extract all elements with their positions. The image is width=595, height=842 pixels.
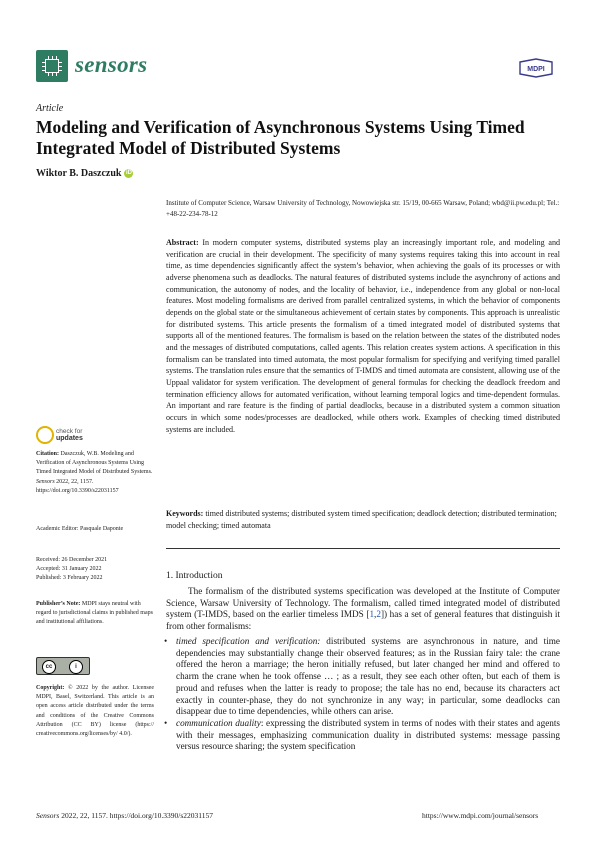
citation-text: Daszczuk, W.B. Modeling and Verification of Asynchronous Systems Using Timed Integrated Model of Distributed Systems. bbox=[36, 451, 153, 476]
intro-paragraph bbox=[166, 586, 560, 633]
check-updates-line1: check for bbox=[56, 428, 83, 435]
bullet-term: communication duality bbox=[176, 717, 261, 728]
article-title: Modeling and Verification of Asynchronous Systems Using Timed Integrated Model of Distributed Systems bbox=[36, 117, 525, 158]
cc-by-license-icon[interactable] bbox=[36, 657, 90, 675]
citation-link-1[interactable]: 1 bbox=[369, 609, 375, 620]
citation-block bbox=[36, 450, 154, 496]
bullet-text: : expressing the distributed system in terms of nodes with their states and agents with their messages, emphasizing communication duality in distributed systems: message passing versus resource sharing; the system specification bbox=[176, 717, 560, 752]
check-for-updates-button[interactable] bbox=[36, 426, 154, 448]
citation-journal: Sensors bbox=[36, 478, 55, 485]
citation-separator: , bbox=[374, 609, 377, 620]
check-updates-text bbox=[56, 428, 83, 442]
check-updates-icon bbox=[36, 426, 54, 444]
published-date: Published: 3 February 2022 bbox=[36, 575, 103, 582]
cc-icon: cc bbox=[42, 660, 56, 674]
publisher-note bbox=[36, 600, 154, 628]
list-item bbox=[166, 636, 560, 718]
abstract-text: In modern computer systems, distributed systems play an increasingly important role, and modeling and verification are crucial in their development. The specificity of many systems requires taking this into account in real time, as time dependencies significantly affect the system’s behavior, when achieving the goals of its processes or with adverse phenomena such as deadlocks. The natural features of distributed systems include the asynchrony of actions and communication, the autonomy of nodes, and the locality of behavior, i.e., independence from any global or non-local features. Most modeling formalisms are derived from parallel centralized systems, in which the behavior of components depends on the global state or the simultaneous achievement of certain states by components. This approach is unrealistic for distributed systems. This article presents the formalism of a timed integrated model of distributed systems that supports all of the mentioned features. The formalism is based on the relation between the states of the distributed nodes and the messages of distributed computations, called agents. This relation creates system actions. A specification in this formalism can be translated into timed automata, the most popular formalism for specifying and verifying timed parallel systems. The translation rules ensure that the semantics of T-IMDS and timed automata are consistent, allowing use of the Uppaal validator for system verification. The development of general formulas for checking the deadlock freedom and termination efficiency allows for automated verification, without learning temporal logics and time-dependent formulas. An important and rare feature is the finding of partial deadlocks, because in a distributed system a common situation occurs in which some nodes/processes are deadlocked, while others work. Examples of checking timed distributed systems are included. bbox=[166, 238, 561, 434]
copyright-block bbox=[36, 684, 154, 739]
keywords bbox=[166, 508, 560, 531]
bullet-icon: • bbox=[164, 717, 168, 728]
editor-name: Pasquale Daponte bbox=[79, 526, 124, 532]
copyright-text: © 2022 by the author. Licensee MDPI, Basel, Switzerland. This article is an open access article distributed under the terms and conditions of the Creative Commons Attribution (CC BY) license (https:// creativecommons.org/licenses/by/ 4.0/). bbox=[36, 685, 154, 738]
keywords-text: timed distributed systems; distributed system timed specification; deadlock detection; distributed termination; model checking; timed automata bbox=[166, 509, 557, 530]
feature-list bbox=[166, 636, 560, 753]
intro-text-b: ]) has a set of general features that distinguish it from other formalisms: bbox=[166, 609, 560, 632]
mdpi-logo-icon bbox=[518, 58, 554, 78]
journal-name: sensors bbox=[75, 52, 148, 77]
received-date: Received: 26 December 2021 bbox=[36, 557, 108, 563]
editor-label: Academic Editor: bbox=[36, 526, 79, 532]
orcid-icon[interactable]: iD bbox=[125, 170, 132, 177]
affiliation: Institute of Computer Science, Warsaw University of Technology, Nowowiejska str. 15/19, 00-665 Warsaw, Poland; wbd@ii.pw.edu.pl; Tel.: +48-22-234-78-12 bbox=[166, 199, 560, 218]
bullet-term: timed specification and verification: bbox=[176, 636, 321, 646]
section-divider bbox=[166, 548, 560, 549]
bullet-text: distributed systems are asynchronous in nature, and time dependencies may substantially change their observed features; as in the Russian fairy tale: the crane offered the heron a marriage; the heron initially refused, but later changed her mind and offered to charm the crane when he took offense … ; as a result, they see each other often, but each of them is proud and refuses when the latter is ready to propose; the tale has no end, because its characters act exactly in counter-phase, they do not synchronize in any way; in particular, some deadlocks can disappear due to time dependencies, while others can arise. bbox=[176, 636, 560, 717]
footer-citation bbox=[36, 811, 213, 820]
citation-label: Citation: bbox=[36, 451, 59, 457]
intro-text-a: The formalism of the distributed systems specification was developed at the Institute of Computer Science, Warsaw University of Technology. The formalism, called timed integrated model of distributed system (T-IMDS, based on the earlier timeless IMDS [ bbox=[166, 586, 560, 620]
journal-logo-icon bbox=[36, 50, 68, 82]
footer-doi[interactable]: 2022, 22, 1157. https://doi.org/10.3390/s22031157 bbox=[61, 811, 214, 820]
check-updates-line2: updates bbox=[56, 435, 83, 442]
dates-block bbox=[36, 556, 154, 584]
keywords-label: Keywords: bbox=[166, 509, 204, 518]
footer-url[interactable]: https://www.mdpi.com/journal/sensors bbox=[422, 811, 539, 820]
publisher-note-label: Publisher’s Note: bbox=[36, 601, 81, 607]
abstract bbox=[166, 237, 560, 435]
publisher-note-text: MDPI stays neutral with regard to jurisdictional claims in published maps and institutional affiliations. bbox=[36, 601, 153, 626]
mdpi-logo-text: MDPI bbox=[527, 66, 545, 73]
editor-block bbox=[36, 525, 154, 534]
citation-tail[interactable]: 2022, 22, 1157. https://doi.org/10.3390/s22031157 bbox=[36, 478, 119, 494]
abstract-label: Abstract: bbox=[166, 238, 199, 247]
accepted-date: Accepted: 31 January 2022 bbox=[36, 566, 102, 573]
attribution-icon: i bbox=[69, 660, 83, 674]
copyright-label: Copyright: bbox=[36, 685, 65, 691]
author-line bbox=[36, 168, 133, 179]
citation-link-2[interactable]: 2 bbox=[376, 609, 381, 620]
article-type: Article bbox=[36, 103, 64, 114]
section-heading: 1. Introduction bbox=[166, 571, 223, 581]
author-name: Wiktor B. Daszczuk bbox=[36, 168, 122, 179]
list-item bbox=[166, 718, 560, 753]
bullet-icon: • bbox=[164, 636, 168, 646]
footer-journal: Sensors bbox=[36, 811, 60, 820]
